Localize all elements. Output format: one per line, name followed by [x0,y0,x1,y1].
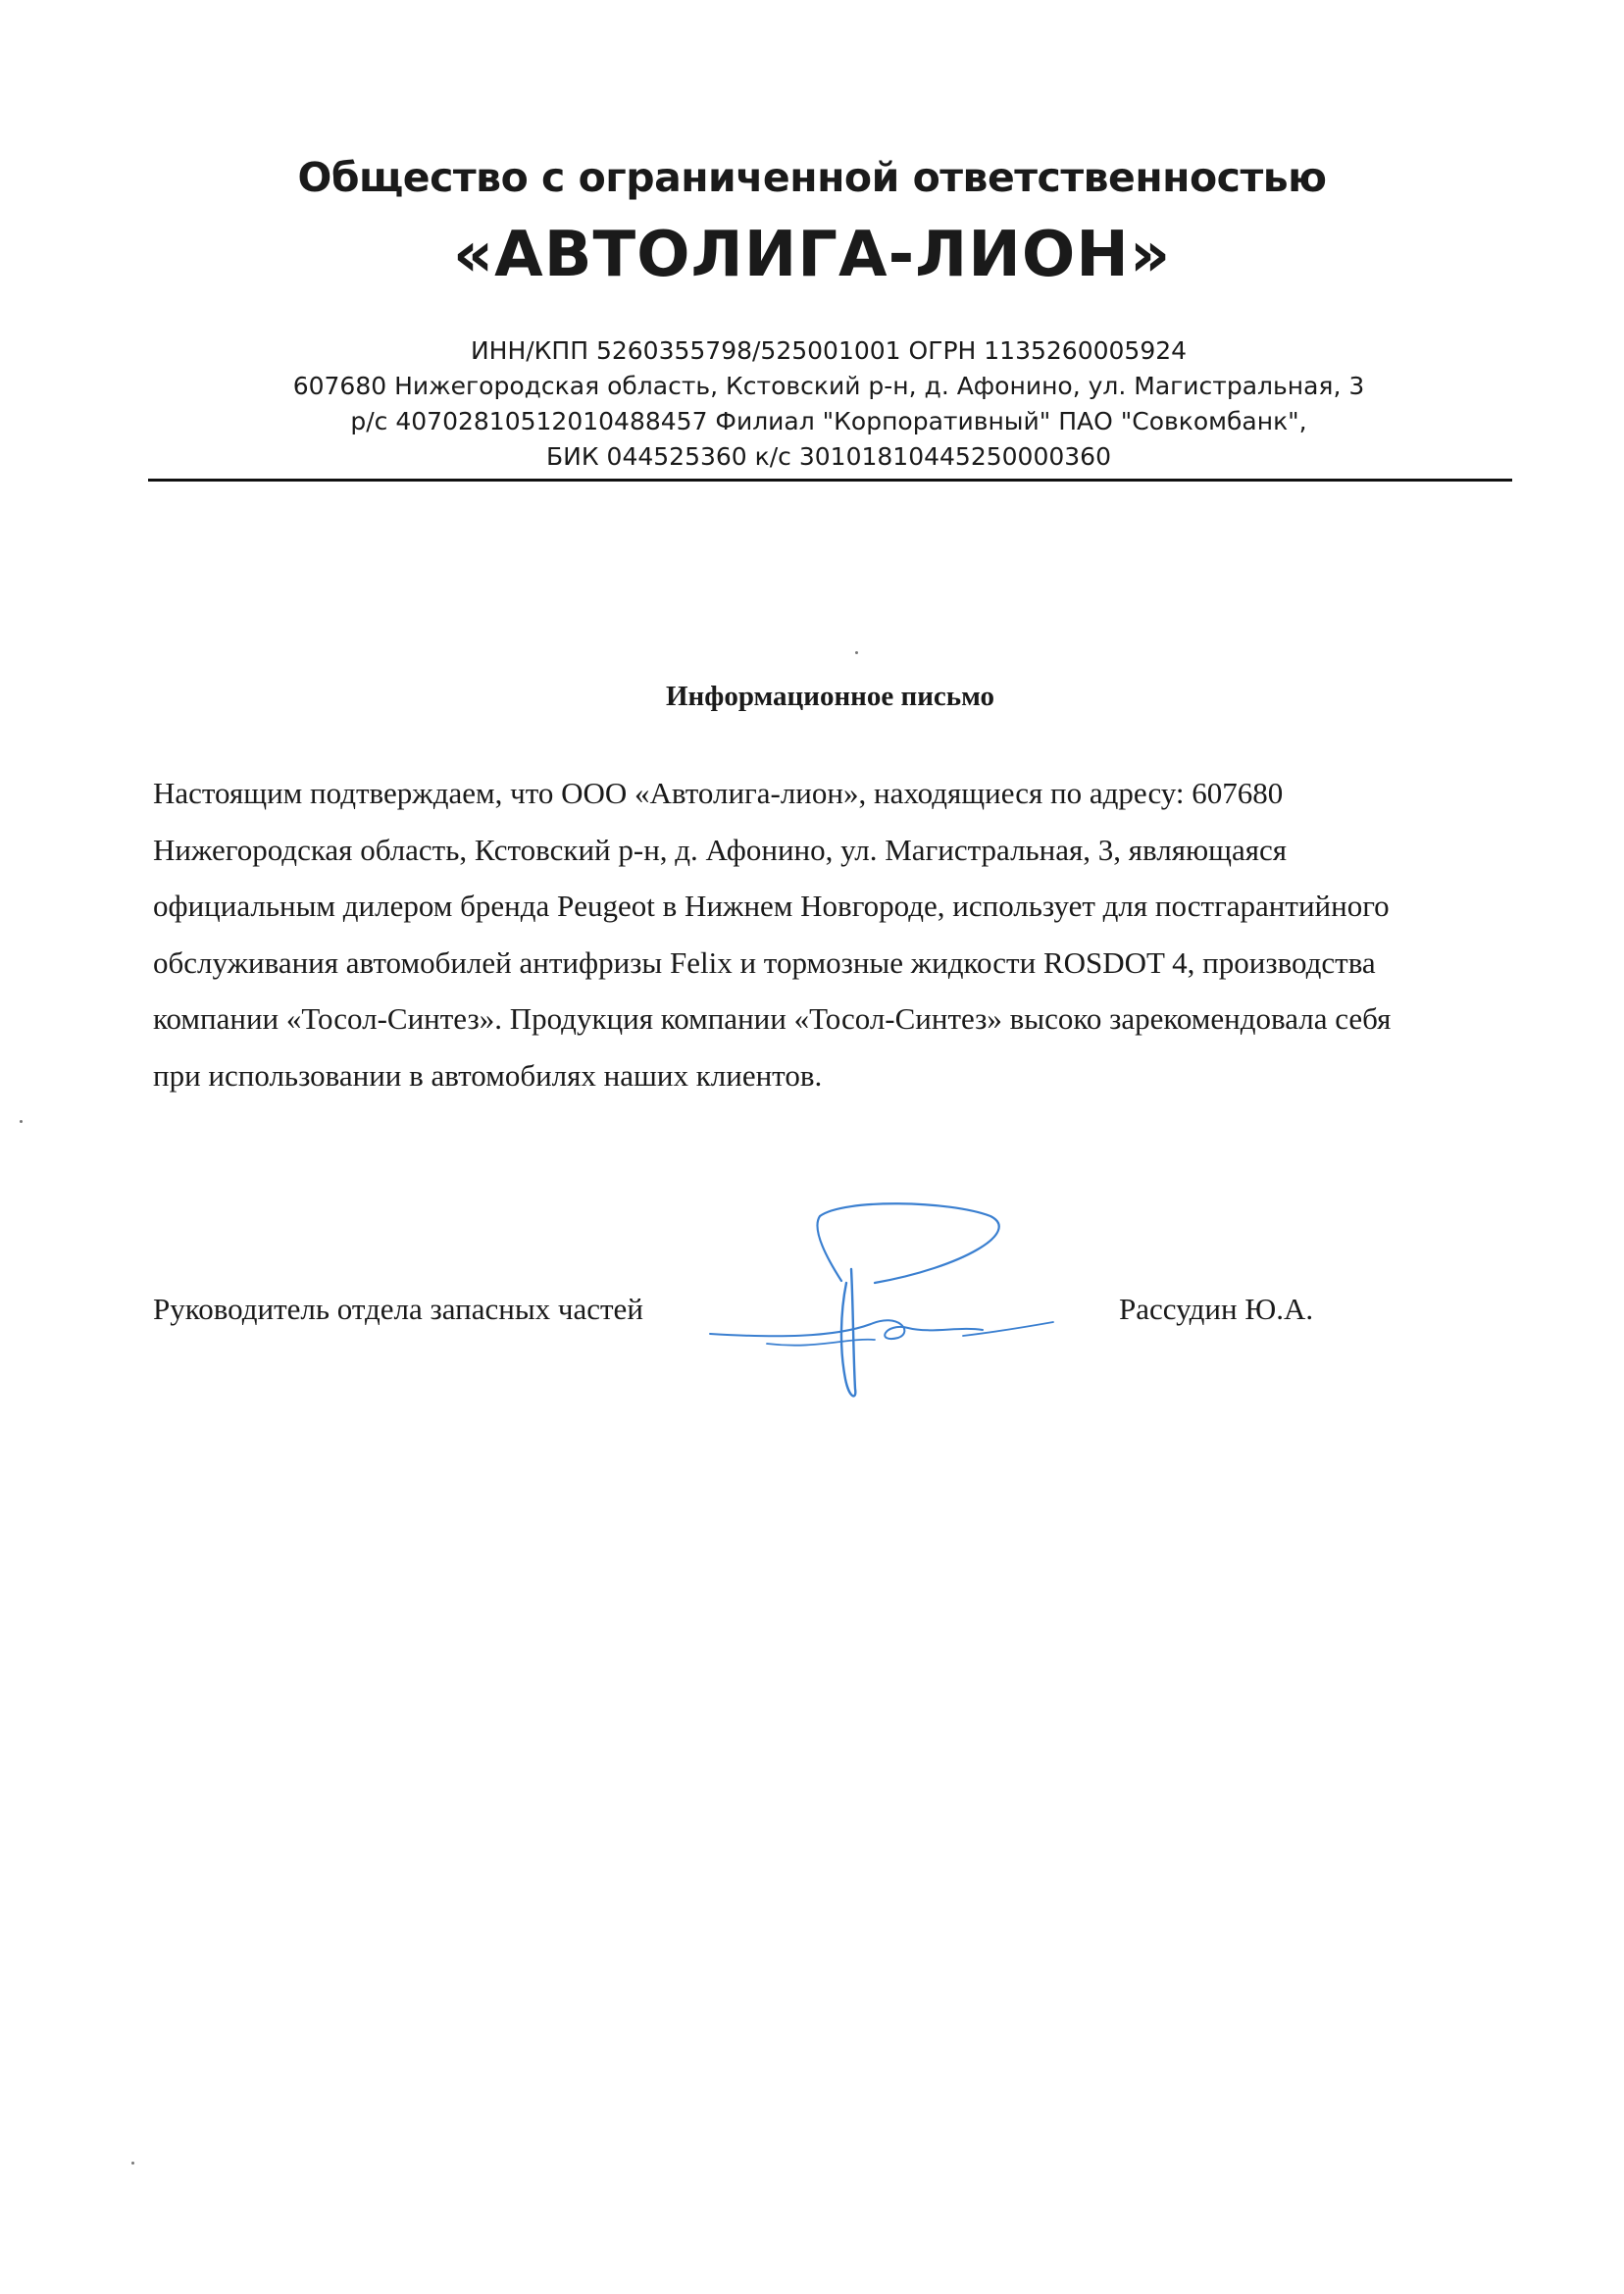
body-line: Нижегородская область, Кстовский р-н, д. Афонино, ул. Магистральная, 3, являющаяся [153,832,1288,867]
scan-speck [20,1120,23,1123]
letter-body [153,765,1526,1104]
requisites-tax-ids: ИНН/КПП 5260355798/525001001 ОГРН 1135260005924 [470,336,1188,365]
scan-speck [131,2162,134,2165]
body-line: обслуживания автомобилей антифризы Felix и тормозные жидкости ROSDOT 4, производства [153,944,1376,980]
requisites-bank-account: р/с 40702810512010488457 Филиал "Корпоративный" ПАО "Совкомбанк", [350,407,1307,435]
body-line: при использовании в автомобилях наших клиентов. [153,1057,823,1093]
letter-title: Информационное письмо [665,681,995,712]
company-name: «АВТОЛИГА-ЛИОН» [452,219,1172,291]
scan-speck [855,651,858,654]
body-line: компании «Тосол-Синтез». Продукция компании «Тосол-Синтез» высоко зарекомендовала себя [153,1001,1392,1037]
handwritten-signature [706,1187,1069,1402]
company-requisites [0,333,1624,475]
letterhead [0,145,1624,298]
letterhead-divider [148,479,1512,482]
body-line: Настоящим подтверждаем, что ООО «Автолига-лион», находящиеся по адресу: 607680 [153,776,1284,810]
body-line: официальным дилером бренда Peugeot в Нижнем Новгороде, использует для постгарантийного [153,889,1390,924]
requisites-bank-codes: БИК 044525360 к/с 30101810445250000360 [546,442,1111,471]
requisites-address: 607680 Нижегородская область, Кстовский р-н, д. Афонино, ул. Магистральная, 3 [292,372,1365,400]
company-legal-form: Общество с ограниченной ответственностью [297,154,1327,201]
signatory-position: Руководитель отдела запасных частей [153,1292,643,1326]
signatory-name: Рассудин Ю.А. [1119,1292,1314,1326]
